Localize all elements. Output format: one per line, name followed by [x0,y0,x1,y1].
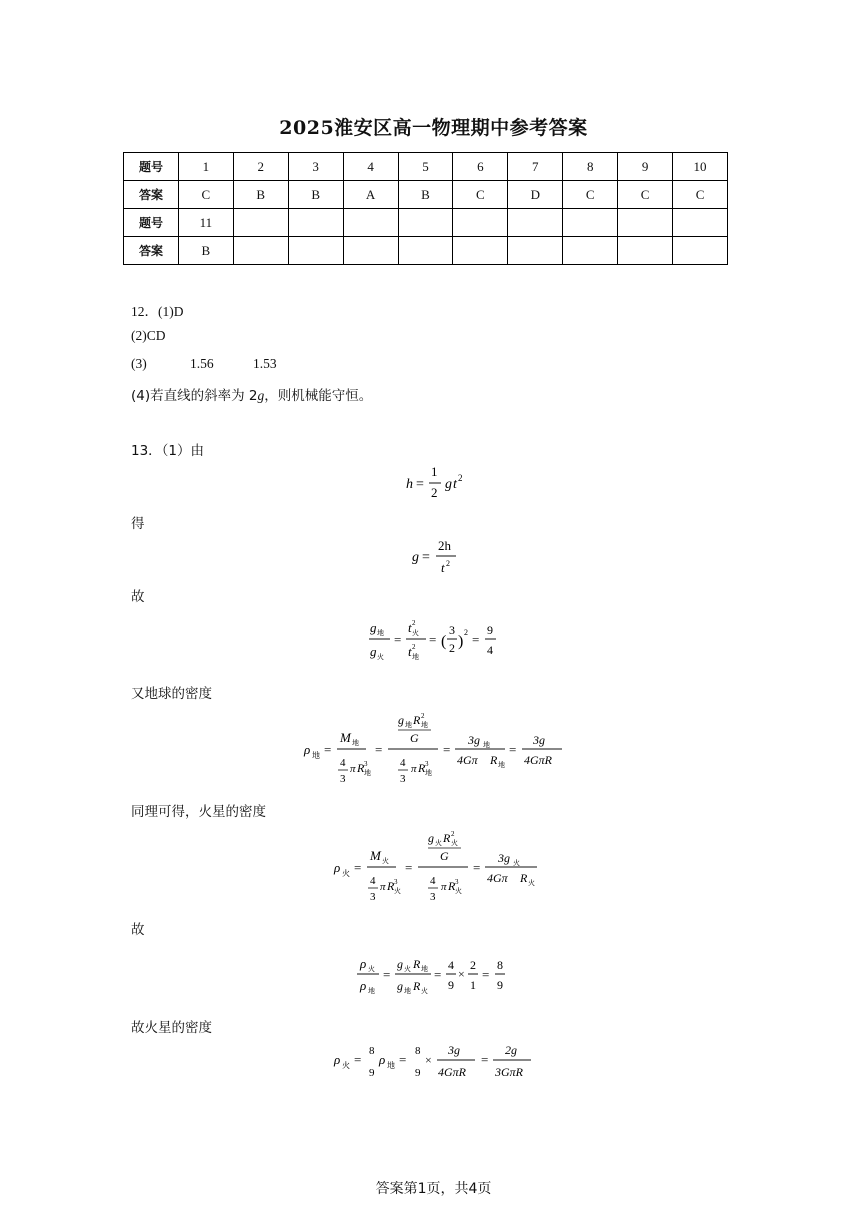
svg-text:4: 4 [487,643,493,657]
svg-text:R: R [443,831,451,845]
svg-text:=: = [429,632,437,647]
svg-text:×: × [425,1053,432,1067]
svg-text:火: 火 [394,887,401,895]
svg-text:=: = [482,967,490,982]
table-row [124,209,728,237]
svg-text:h: h [406,477,413,492]
q13-gu3: 故火星的密度 [131,1020,212,1036]
svg-text:地: 地 [387,1061,395,1070]
table-cell: 2 [233,153,288,181]
equation-mars-density-result [330,1038,545,1088]
svg-text:3: 3 [430,891,436,903]
svg-text:火: 火 [404,965,411,973]
q12-line4-b: ，则机械能守恒。 [264,388,373,404]
svg-text:G: G [410,731,419,745]
svg-text:地: 地 [364,769,371,777]
q13-intro: 13．（1）由 [131,443,205,459]
table-cell: B [398,181,453,209]
table-cell [618,209,673,237]
svg-text:8: 8 [497,958,503,972]
q12-line3-value1: 1.56 [190,356,214,371]
table-cell: 7 [508,153,563,181]
svg-text:火: 火 [528,879,535,887]
svg-text:3: 3 [455,878,459,886]
equation-mars-density [330,826,545,906]
svg-text:4: 4 [370,875,376,887]
svg-text:g: g [428,831,434,845]
svg-text:3: 3 [364,760,368,768]
svg-text:火: 火 [412,629,419,637]
table-cell: B [288,181,343,209]
table-cell: C [673,181,728,209]
q13-you: 又地球的密度 [131,686,212,702]
svg-text:火: 火 [382,857,389,865]
table-cell: 1 [178,153,233,181]
table-cell [563,237,618,265]
svg-text:=: = [354,860,362,875]
svg-text:R: R [520,871,528,885]
svg-text:=: = [399,1052,407,1067]
q12-line3-value2: 1.53 [253,356,277,371]
svg-text:=: = [383,967,391,982]
svg-text:R: R [413,979,421,993]
svg-text:3g: 3g [498,851,510,865]
table-cell [453,237,508,265]
svg-text:2g: 2g [505,1043,517,1057]
svg-text:地: 地 [483,741,490,749]
svg-text:): ) [458,633,464,650]
svg-text:8: 8 [369,1045,375,1057]
page-title: 2025淮安区高一物理期中参考答案 [279,117,588,139]
row-label: 答案 [124,181,179,209]
table-row [124,237,728,265]
svg-text:4GπR: 4GπR [438,1065,467,1079]
svg-text:地: 地 [412,653,419,661]
svg-text:火: 火 [451,839,458,847]
svg-text:R: R [357,761,365,775]
equation-density-ratio [354,948,524,1000]
svg-text:R: R [413,957,421,971]
row-label: 题号 [124,209,179,237]
svg-text:2: 2 [449,641,455,655]
svg-text:G: G [440,849,449,863]
svg-text:4GπR: 4GπR [524,753,553,767]
svg-text:2: 2 [464,628,468,637]
svg-text:π: π [380,881,386,893]
svg-text:R: R [413,713,421,727]
table-cell: C [178,181,233,209]
table-cell: C [563,181,618,209]
svg-text:9: 9 [487,623,493,637]
svg-text:=: = [473,860,481,875]
svg-text:火: 火 [342,869,350,878]
svg-text:g: g [397,957,403,971]
svg-text:2: 2 [458,473,463,483]
row-label: 题号 [124,153,179,181]
svg-text:地: 地 [421,965,428,973]
svg-text:=: = [354,1052,362,1067]
svg-text:火: 火 [377,653,384,661]
svg-text:4: 4 [448,958,454,972]
svg-text:g: g [412,550,419,565]
svg-text:π: π [441,881,447,893]
svg-text:π: π [411,763,417,775]
svg-text:×: × [458,967,465,981]
svg-text:=: = [434,967,442,982]
svg-text:火: 火 [421,987,428,995]
svg-text:9: 9 [448,978,454,992]
svg-text:=: = [375,742,383,757]
q12-line3-label: (3) [131,356,147,371]
table-cell [673,237,728,265]
svg-text:M: M [340,730,351,745]
table-cell: 6 [453,153,508,181]
table-cell [453,209,508,237]
svg-text:ρ: ρ [334,860,341,875]
q12-line4-g: g [257,388,265,403]
svg-text:ρ: ρ [304,742,311,757]
svg-text:火: 火 [513,859,520,867]
q12-line1: 12．(1)D [131,304,184,319]
table-row [124,153,728,181]
svg-text:=: = [405,860,413,875]
svg-text:3g: 3g [468,733,480,747]
svg-text:ρ: ρ [360,978,367,993]
svg-text:2: 2 [421,712,425,720]
svg-text:3g: 3g [448,1043,460,1057]
svg-text:9: 9 [415,1067,421,1079]
svg-text:3: 3 [340,773,346,785]
svg-text:2: 2 [470,958,476,972]
svg-text:地: 地 [368,987,375,995]
q13-gu1: 故 [131,589,145,605]
svg-text:ρ: ρ [379,1052,386,1067]
table-cell [398,209,453,237]
equation-height [400,462,470,506]
svg-text:=: = [324,742,332,757]
svg-text:ρ: ρ [360,956,367,971]
svg-text:R: R [448,879,456,893]
svg-text:2: 2 [412,643,416,651]
table-cell [233,237,288,265]
equation-g-ratio [366,612,506,666]
table-cell: 10 [673,153,728,181]
svg-text:=: = [443,742,451,757]
svg-text:4: 4 [340,757,346,769]
answer-table [123,152,728,265]
table-cell: B [233,181,288,209]
table-cell [288,209,343,237]
equation-g [408,535,468,579]
svg-text:火: 火 [368,965,375,973]
table-cell [288,237,343,265]
svg-text:g: g [445,477,452,492]
svg-text:=: = [509,742,517,757]
svg-text:1: 1 [431,464,438,479]
svg-text:4Gπ: 4Gπ [457,753,478,767]
svg-text:4: 4 [400,757,406,769]
svg-text:火: 火 [435,839,442,847]
table-cell [398,237,453,265]
table-cell [673,209,728,237]
table-cell: B [178,237,233,265]
svg-text:g: g [370,644,377,659]
svg-text:=: = [422,550,430,565]
svg-text:t: t [408,644,412,659]
q13-tongli: 同理可得，火星的密度 [131,804,266,820]
svg-text:地: 地 [404,987,411,995]
svg-text:R: R [418,761,426,775]
svg-text:地: 地 [421,721,428,729]
table-cell [508,237,563,265]
svg-text:(: ( [441,633,447,650]
svg-text:g: g [370,620,377,635]
q12-line2: (2)CD [131,328,166,343]
svg-text:3: 3 [400,773,406,785]
table-row [124,181,728,209]
q13-gu2: 故 [131,922,145,938]
svg-text:=: = [394,632,402,647]
svg-text:3GπR: 3GπR [495,1065,524,1079]
svg-text:ρ: ρ [334,1052,341,1067]
table-cell [618,237,673,265]
table-cell: 9 [618,153,673,181]
q12-line4-a: (4)若直线的斜率为 2 [131,388,258,404]
svg-text:地: 地 [425,769,432,777]
svg-text:地: 地 [312,751,320,760]
svg-text:2: 2 [451,830,455,838]
svg-text:3g: 3g [533,733,545,747]
svg-text:M: M [370,848,381,863]
svg-text:8: 8 [415,1045,421,1057]
svg-text:3: 3 [370,891,376,903]
table-cell: 3 [288,153,343,181]
equation-earth-density [300,708,580,788]
svg-text:1: 1 [470,978,476,992]
svg-text:=: = [481,1052,489,1067]
table-cell [508,209,563,237]
svg-text:t: t [441,560,445,575]
row-label: 答案 [124,237,179,265]
svg-text:2: 2 [412,619,416,627]
table-cell: C [453,181,508,209]
table-cell: 11 [178,209,233,237]
svg-text:g: g [398,713,404,727]
table-cell: 8 [563,153,618,181]
svg-text:2: 2 [431,485,438,500]
svg-text:R: R [387,879,395,893]
svg-text:=: = [416,477,424,492]
svg-text:4: 4 [430,875,436,887]
table-cell [343,209,398,237]
q13-de: 得 [131,516,145,532]
table-cell: 4 [343,153,398,181]
svg-text:9: 9 [497,978,503,992]
q12-line4 [131,384,372,404]
svg-text:π: π [350,763,356,775]
svg-text:3: 3 [449,623,455,637]
svg-text:4Gπ: 4Gπ [487,871,508,885]
svg-text:R: R [490,753,498,767]
svg-text:t: t [453,477,457,492]
svg-text:=: = [472,632,480,647]
table-cell [563,209,618,237]
svg-text:3: 3 [425,760,429,768]
table-cell: D [508,181,563,209]
svg-text:地: 地 [352,739,359,747]
table-cell: A [343,181,398,209]
table-cell [233,209,288,237]
svg-text:3: 3 [394,878,398,886]
svg-text:地: 地 [498,761,505,769]
svg-text:t: t [408,620,412,635]
svg-text:火: 火 [342,1061,350,1070]
table-cell: C [618,181,673,209]
svg-text:地: 地 [405,721,412,729]
svg-text:2h: 2h [438,538,451,553]
svg-text:g: g [397,979,403,993]
svg-text:火: 火 [455,887,462,895]
svg-text:9: 9 [369,1067,375,1079]
svg-text:地: 地 [377,629,384,637]
svg-text:2: 2 [446,559,450,568]
table-cell [343,237,398,265]
page-footer: 答案第1页，共4页 [375,1181,492,1197]
table-cell: 5 [398,153,453,181]
